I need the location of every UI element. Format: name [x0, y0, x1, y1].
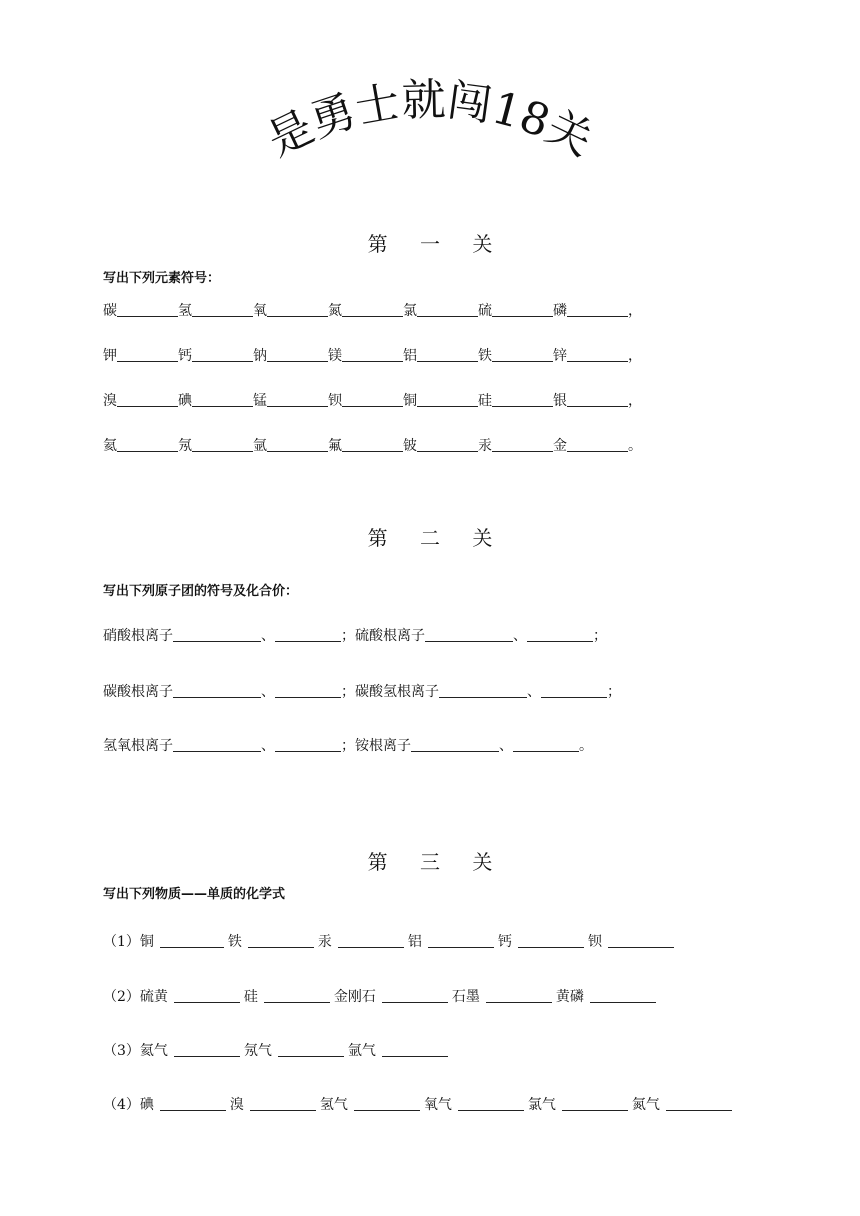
row-number: （2） — [103, 989, 140, 1005]
answer-blank[interactable] — [275, 696, 341, 698]
answer-blank[interactable] — [486, 1001, 552, 1003]
element-name: 铜 — [403, 393, 417, 409]
substance-name: 汞 — [317, 934, 332, 950]
answer-blank[interactable] — [192, 315, 253, 317]
element-name: 锌 — [553, 348, 567, 364]
answer-blank[interactable] — [248, 946, 314, 948]
level3-instruction: 写出下列物质——单质的化学式 — [103, 887, 286, 902]
level3-heading-char: 关 — [472, 850, 493, 874]
answer-blank[interactable] — [192, 405, 253, 407]
element-row — [103, 435, 642, 455]
substance-row — [103, 1040, 448, 1060]
answer-blank[interactable] — [174, 1001, 240, 1003]
semi-punct: ； — [341, 684, 355, 700]
answer-blank[interactable] — [275, 750, 341, 752]
answer-blank[interactable] — [267, 450, 328, 452]
answer-blank[interactable] — [267, 315, 328, 317]
substance-row — [103, 986, 656, 1006]
element-name: 磷 — [553, 303, 567, 319]
dun-punct: 、 — [261, 684, 275, 700]
element-name: 钠 — [253, 348, 267, 364]
ion-name: 氢氧根离子 — [103, 738, 173, 754]
substance-name: 硫黄 — [139, 989, 168, 1005]
answer-blank[interactable] — [160, 946, 224, 948]
answer-blank[interactable] — [192, 360, 253, 362]
answer-blank[interactable] — [411, 750, 499, 752]
substance-name: 氩气 — [347, 1043, 376, 1059]
level1-heading-char: 第 — [367, 232, 388, 256]
level3-heading-char: 第 — [367, 850, 388, 874]
substance-name: 钙 — [497, 934, 512, 950]
row-number: （1） — [103, 934, 140, 950]
answer-blank[interactable] — [192, 450, 253, 452]
element-name: 氧 — [253, 303, 267, 319]
page-title — [200, 60, 660, 200]
answer-blank[interactable] — [382, 1055, 448, 1057]
row-number: （4） — [103, 1097, 140, 1113]
answer-blank[interactable] — [382, 1001, 448, 1003]
element-name: 氟 — [328, 438, 342, 454]
element-name: 硅 — [478, 393, 492, 409]
level2-heading-char: 第 — [367, 526, 388, 550]
answer-blank[interactable] — [567, 405, 628, 407]
answer-blank[interactable] — [264, 1001, 330, 1003]
level1-instruction: 写出下列元素符号： — [103, 271, 221, 286]
answer-blank[interactable] — [527, 640, 593, 642]
level3-heading — [0, 846, 860, 875]
dun-punct: 、 — [527, 684, 541, 700]
element-name: 硫 — [478, 303, 492, 319]
row-end-punct: ； — [607, 684, 621, 700]
element-name: 氦 — [103, 438, 117, 454]
answer-blank[interactable] — [354, 1109, 420, 1111]
element-row — [103, 390, 642, 410]
title-arc — [200, 60, 660, 200]
ion-name: 碳酸氢根离子 — [355, 684, 439, 700]
level2-instruction: 写出下列原子团的符号及化合价： — [103, 584, 299, 599]
element-name: 铍 — [403, 438, 417, 454]
element-name: 铝 — [403, 348, 417, 364]
row-end-punct: ， — [628, 393, 642, 409]
substance-row — [103, 1094, 732, 1114]
semi-punct: ； — [341, 738, 355, 754]
substance-name: 氢气 — [319, 1097, 348, 1113]
element-name: 银 — [553, 393, 567, 409]
answer-blank[interactable] — [342, 450, 403, 452]
substance-name: 钡 — [587, 934, 602, 950]
answer-blank[interactable] — [278, 1055, 344, 1057]
ion-name: 铵根离子 — [355, 738, 411, 754]
answer-blank[interactable] — [492, 315, 553, 317]
answer-blank[interactable] — [492, 450, 553, 452]
answer-blank[interactable] — [342, 360, 403, 362]
dun-punct: 、 — [499, 738, 513, 754]
answer-blank[interactable] — [666, 1109, 732, 1111]
element-row — [103, 300, 642, 320]
answer-blank[interactable] — [541, 696, 607, 698]
substance-name: 铝 — [407, 934, 422, 950]
answer-blank[interactable] — [492, 405, 553, 407]
answer-blank[interactable] — [117, 450, 178, 452]
substance-name: 碘 — [139, 1097, 154, 1113]
dun-punct: 、 — [261, 628, 275, 644]
element-name: 汞 — [478, 438, 492, 454]
level2-heading-char: 二 — [420, 526, 440, 550]
level1-heading — [0, 228, 860, 257]
substance-name: 铁 — [227, 934, 242, 950]
answer-blank[interactable] — [173, 640, 261, 642]
level1-heading-char: 一 — [420, 232, 440, 256]
element-name: 镁 — [328, 348, 342, 364]
answer-blank[interactable] — [338, 946, 404, 948]
answer-blank[interactable] — [174, 1055, 240, 1057]
ion-row — [103, 625, 607, 645]
answer-blank[interactable] — [590, 1001, 656, 1003]
title-text — [260, 75, 600, 167]
element-name: 钙 — [178, 348, 192, 364]
substance-name: 氖气 — [243, 1043, 272, 1059]
semi-punct: ； — [341, 628, 355, 644]
answer-blank[interactable] — [250, 1109, 316, 1111]
ion-name: 硝酸根离子 — [103, 628, 173, 644]
answer-blank[interactable] — [117, 360, 178, 362]
answer-blank[interactable] — [417, 360, 478, 362]
substance-name: 黄磷 — [555, 989, 584, 1005]
answer-blank[interactable] — [492, 360, 553, 362]
answer-blank[interactable] — [117, 315, 178, 317]
answer-blank[interactable] — [513, 750, 579, 752]
answer-blank[interactable] — [117, 405, 178, 407]
answer-blank[interactable] — [417, 405, 478, 407]
answer-blank[interactable] — [567, 450, 628, 452]
answer-blank[interactable] — [173, 696, 261, 698]
row-end-punct: ， — [628, 303, 642, 319]
row-end-punct: ， — [628, 348, 642, 364]
substance-name: 氮气 — [631, 1097, 660, 1113]
answer-blank[interactable] — [608, 946, 674, 948]
dun-punct: 、 — [513, 628, 527, 644]
answer-blank[interactable] — [342, 405, 403, 407]
answer-blank[interactable] — [267, 360, 328, 362]
element-name: 钡 — [328, 393, 342, 409]
element-name: 钾 — [103, 348, 117, 364]
answer-blank[interactable] — [562, 1109, 628, 1111]
level1-heading-char: 关 — [472, 232, 493, 256]
ion-row — [103, 681, 621, 701]
ion-row — [103, 735, 593, 755]
answer-blank[interactable] — [173, 750, 261, 752]
level2-heading-char: 关 — [472, 526, 493, 550]
element-name: 溴 — [103, 393, 117, 409]
level3-heading-char: 三 — [420, 850, 440, 874]
substance-name: 金刚石 — [333, 989, 376, 1005]
element-name: 金 — [553, 438, 567, 454]
answer-blank[interactable] — [518, 946, 584, 948]
substance-name: 石墨 — [451, 989, 480, 1005]
substance-name: 硅 — [243, 989, 258, 1005]
ion-name: 硫酸根离子 — [355, 628, 425, 644]
answer-blank[interactable] — [567, 315, 628, 317]
element-name: 氮 — [328, 303, 342, 319]
element-name: 氩 — [253, 438, 267, 454]
title-text-path: 是勇士就闯18关 — [259, 74, 601, 167]
element-name: 氯 — [403, 303, 417, 319]
answer-blank[interactable] — [275, 640, 341, 642]
element-name: 氢 — [178, 303, 192, 319]
dun-punct: 、 — [261, 738, 275, 754]
substance-row — [103, 931, 674, 951]
element-name: 铁 — [478, 348, 492, 364]
element-name: 锰 — [253, 393, 267, 409]
substance-name: 氧气 — [423, 1097, 452, 1113]
answer-blank[interactable] — [342, 315, 403, 317]
row-number: （3） — [103, 1043, 140, 1059]
answer-blank[interactable] — [428, 946, 494, 948]
element-name: 碳 — [103, 303, 117, 319]
answer-blank[interactable] — [439, 696, 527, 698]
element-row — [103, 345, 642, 365]
substance-name: 溴 — [229, 1097, 244, 1113]
row-end-punct: 。 — [628, 438, 642, 454]
answer-blank[interactable] — [160, 1109, 226, 1111]
answer-blank[interactable] — [417, 450, 478, 452]
substance-name: 氯气 — [527, 1097, 556, 1113]
element-name: 氖 — [178, 438, 192, 454]
row-end-punct: 。 — [579, 738, 593, 754]
row-end-punct: ； — [593, 628, 607, 644]
substance-name: 氦气 — [139, 1043, 168, 1059]
answer-blank[interactable] — [417, 315, 478, 317]
answer-blank[interactable] — [267, 405, 328, 407]
answer-blank[interactable] — [458, 1109, 524, 1111]
answer-blank[interactable] — [425, 640, 513, 642]
level2-heading — [0, 522, 860, 551]
element-name: 碘 — [178, 393, 192, 409]
substance-name: 铜 — [139, 934, 154, 950]
answer-blank[interactable] — [567, 360, 628, 362]
ion-name: 碳酸根离子 — [103, 684, 173, 700]
